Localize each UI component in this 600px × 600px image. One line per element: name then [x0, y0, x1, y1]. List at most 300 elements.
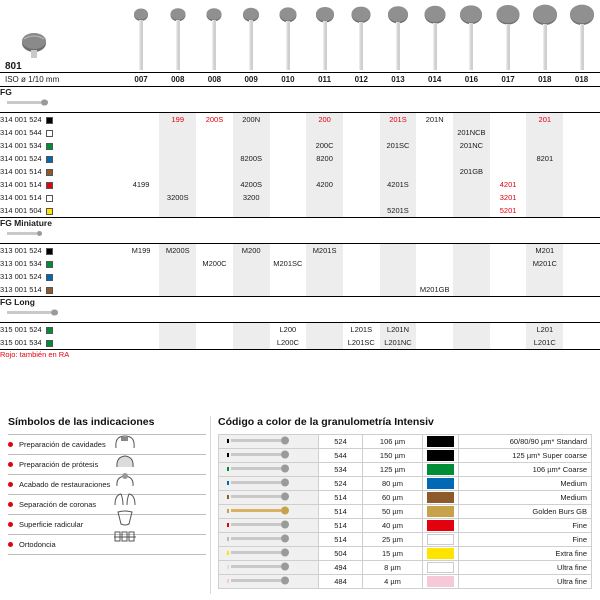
table-row — [0, 113, 600, 126]
cell: L201 — [526, 323, 563, 336]
bur-008a — [159, 0, 196, 72]
bur-013 — [380, 0, 417, 72]
cell — [270, 152, 307, 165]
table-row — [0, 257, 600, 270]
grain-size: 25 µm — [363, 533, 423, 547]
bur-009 — [233, 0, 270, 72]
cell — [453, 323, 490, 336]
cell — [526, 191, 563, 204]
cell — [343, 283, 380, 296]
iso-size-5: 011 — [318, 75, 332, 84]
cell — [196, 165, 233, 178]
cell — [380, 126, 417, 139]
section-title-fg-miniature: FG Miniature — [0, 218, 52, 228]
cell — [490, 139, 527, 152]
cell — [526, 178, 563, 191]
bullet-icon — [8, 442, 13, 447]
cell — [343, 152, 380, 165]
cell — [453, 152, 490, 165]
bur-018b — [563, 0, 600, 72]
grain-color-swatch — [423, 449, 459, 463]
grain-desc: 106 µm* Coarse — [459, 463, 592, 477]
cell — [453, 244, 490, 257]
grain-size: 80 µm — [363, 477, 423, 491]
cell — [490, 244, 527, 257]
cell — [306, 270, 343, 283]
cell — [416, 178, 453, 191]
cell — [123, 204, 160, 217]
grain-pictogram — [219, 561, 319, 575]
cell — [196, 323, 233, 336]
grain-code: 534 — [319, 463, 363, 477]
cell — [159, 323, 196, 336]
cell — [159, 204, 196, 217]
cell — [196, 270, 233, 283]
grain-desc: Fine — [459, 533, 592, 547]
cell — [123, 191, 160, 204]
pictogram-orthodontics — [112, 527, 202, 546]
cell — [196, 283, 233, 296]
bullet-icon — [8, 542, 13, 547]
row-code: 315 001 524 — [0, 325, 42, 334]
cell — [196, 178, 233, 191]
row-code: 314 001 534 — [0, 141, 42, 150]
grain-color-swatch — [423, 533, 459, 547]
cell — [270, 165, 307, 178]
cell — [196, 126, 233, 139]
cell — [380, 283, 417, 296]
cell — [563, 204, 600, 217]
cell — [270, 244, 307, 257]
grain-desc: 125 µm* Super coarse — [459, 449, 592, 463]
cell — [343, 270, 380, 283]
bur-012 — [343, 0, 380, 72]
cell: 8200S — [233, 152, 270, 165]
cell — [233, 323, 270, 336]
cell: 3200S — [159, 191, 196, 204]
cell — [343, 113, 380, 126]
cell — [380, 270, 417, 283]
cell — [196, 139, 233, 152]
iso-size-7: 013 — [391, 75, 405, 84]
grain-code: 514 — [319, 505, 363, 519]
cell: M201C — [526, 257, 563, 270]
pictogram-prosthesis — [112, 451, 202, 470]
cell: 5201 — [499, 206, 517, 215]
grain-swatch-icon — [46, 169, 53, 176]
cell — [123, 323, 160, 336]
grain-pictogram — [219, 575, 319, 589]
cell — [123, 336, 160, 349]
grain-code: 484 — [319, 575, 363, 589]
row-code: 313 001 524 — [0, 246, 42, 255]
cell — [343, 178, 380, 191]
iso-size-2: 008 — [207, 75, 222, 84]
grain-swatch-icon — [46, 274, 53, 281]
section-fgmini-pictogram-row — [0, 228, 600, 243]
cell — [490, 323, 527, 336]
cell — [490, 113, 527, 126]
bur-018a — [526, 0, 563, 72]
cell — [196, 152, 233, 165]
grain-swatch-icon — [46, 287, 53, 294]
cell — [270, 270, 307, 283]
grain-color-swatch — [423, 519, 459, 533]
cell — [453, 270, 490, 283]
iso-size-12: 018 — [574, 75, 589, 84]
cell — [233, 257, 270, 270]
tooth-ortho-icon — [112, 529, 138, 545]
cell — [343, 244, 380, 257]
grain-row-6 — [219, 519, 592, 533]
cell — [270, 139, 307, 152]
cell — [416, 336, 453, 349]
table-row — [0, 244, 600, 257]
row-code: 313 001 514 — [0, 285, 42, 294]
cell: 200C — [306, 139, 343, 152]
cell — [159, 152, 196, 165]
table-row — [0, 191, 600, 204]
grain-color-swatch — [423, 435, 459, 449]
grain-size: 8 µm — [363, 561, 423, 575]
row-code: 314 001 514 — [0, 180, 42, 189]
section-fglong-title-row — [0, 297, 600, 307]
cell — [306, 283, 343, 296]
table-row — [0, 270, 600, 283]
grain-code: 494 — [319, 561, 363, 575]
bur-icon-sample — [14, 31, 54, 59]
cell — [416, 126, 453, 139]
bur-010 — [270, 0, 307, 72]
cell — [196, 191, 233, 204]
row-code: 314 001 544 — [0, 128, 42, 137]
grain-code: 524 — [319, 435, 363, 449]
grain-size: 106 µm — [363, 435, 423, 449]
family-code-801: 801 — [5, 61, 22, 72]
grain-row-10 — [219, 575, 592, 589]
cell: 200 — [306, 113, 343, 126]
grain-row-8 — [219, 547, 592, 561]
bullet-icon — [8, 502, 13, 507]
grain-swatch-icon — [46, 182, 53, 189]
grain-pictogram — [219, 519, 319, 533]
section-fg-title-row — [0, 87, 600, 97]
iso-size-3: 009 — [244, 75, 258, 84]
grain-swatch-icon — [46, 327, 53, 334]
cell: M200 — [233, 244, 270, 257]
table-row — [0, 336, 600, 349]
indication-label: Preparación de prótesis — [19, 460, 99, 469]
cell: M201S — [306, 244, 343, 257]
cell — [380, 191, 417, 204]
bur-014 — [416, 0, 453, 72]
cell: L201S — [350, 325, 373, 334]
grain-pictogram — [219, 435, 319, 449]
section-title-fg-long: FG Long — [0, 297, 35, 307]
cell — [453, 204, 490, 217]
cell — [453, 283, 490, 296]
cell — [123, 113, 160, 126]
cell — [306, 336, 343, 349]
pictogram-crown-separation — [112, 489, 202, 508]
cell — [306, 126, 343, 139]
bur-icon — [124, 2, 158, 72]
indication-label: Separación de coronas — [19, 500, 97, 509]
cell — [123, 139, 160, 152]
grain-pictogram — [219, 533, 319, 547]
cell — [490, 283, 527, 296]
cell — [526, 270, 563, 283]
cell — [380, 257, 417, 270]
cell — [196, 204, 233, 217]
grain-row-1 — [219, 449, 592, 463]
indication-label: Superficie radicular — [19, 520, 84, 529]
grain-color-swatch — [423, 491, 459, 505]
cell: 4200S — [233, 178, 270, 191]
grain-pictogram — [219, 463, 319, 477]
cell — [270, 204, 307, 217]
grain-row-4 — [219, 491, 592, 505]
grain-code: 544 — [319, 449, 363, 463]
grain-desc: Ultra fine — [459, 575, 592, 589]
grain-row-0 — [219, 435, 592, 449]
cell — [196, 336, 233, 349]
cell — [159, 257, 196, 270]
cell — [306, 165, 343, 178]
legend-area — [0, 408, 600, 600]
cell: L201N — [380, 323, 417, 336]
shank-fg-miniature-icon — [5, 228, 45, 239]
cell — [270, 178, 307, 191]
cell: 4201 — [499, 180, 517, 189]
indication-pictograms — [112, 432, 202, 546]
grain-swatch-icon — [46, 248, 53, 255]
cell — [233, 204, 270, 217]
cell — [233, 165, 270, 178]
cell: M201SC — [273, 259, 303, 268]
bur-008b — [196, 0, 233, 72]
section-fg-pictogram-row — [0, 97, 600, 112]
footnote-red-also-ra: Rojo: también en RA — [0, 350, 70, 359]
indications-title: Símbolos de las indicaciones — [8, 416, 155, 428]
cell — [343, 139, 380, 152]
cell — [343, 204, 380, 217]
table-row — [0, 152, 600, 165]
cell: 5201S — [380, 204, 417, 217]
table-row — [0, 126, 600, 139]
cell — [526, 126, 563, 139]
grain-pictogram — [219, 547, 319, 561]
grain-desc: Medium — [459, 477, 592, 491]
grain-desc: 60/80/90 µm* Standard — [459, 435, 592, 449]
cell — [490, 165, 527, 178]
footnote-row — [0, 350, 600, 359]
bur-011 — [306, 0, 343, 72]
iso-label: ISO ø 1/10 mm — [5, 75, 60, 84]
grain-color-swatch — [423, 477, 459, 491]
cell — [416, 323, 453, 336]
grain-desc: Extra fine — [459, 547, 592, 561]
grain-swatch-icon — [46, 261, 53, 268]
cell — [490, 270, 527, 283]
row-code: 314 001 524 — [0, 154, 42, 163]
grain-color-swatch — [423, 575, 459, 589]
cell — [416, 165, 453, 178]
bullet-icon — [8, 462, 13, 467]
grain-desc: Ultra fine — [459, 561, 592, 575]
table-row — [0, 165, 600, 178]
grain-color-swatch — [423, 547, 459, 561]
table-row — [0, 323, 600, 336]
cell — [270, 113, 307, 126]
grain-swatch-icon — [46, 130, 53, 137]
cell — [159, 139, 196, 152]
table-row — [0, 283, 600, 296]
grain-pictogram — [219, 449, 319, 463]
tooth-cavity-icon — [112, 434, 138, 450]
cell — [233, 336, 270, 349]
grain-size: 60 µm — [363, 491, 423, 505]
grain-row-3 — [219, 477, 592, 491]
iso-size-6: 012 — [354, 75, 368, 84]
row-code: 314 001 504 — [0, 206, 42, 215]
bullet-icon — [8, 482, 13, 487]
cell — [123, 165, 160, 178]
cell — [123, 152, 160, 165]
cell: M199 — [131, 246, 151, 255]
cell: 200S — [205, 115, 224, 124]
cell — [270, 191, 307, 204]
row-code: 315 001 534 — [0, 338, 42, 347]
cell — [563, 191, 600, 204]
cell — [526, 165, 563, 178]
grain-swatch-icon — [46, 208, 53, 215]
grain-color-swatch — [423, 463, 459, 477]
row-code: 314 001 514 — [0, 167, 42, 176]
cell: M201 — [526, 244, 563, 257]
cell: 8201 — [526, 152, 563, 165]
cell — [380, 244, 417, 257]
grain-pictogram — [219, 505, 319, 519]
cell — [526, 204, 563, 217]
bur-017 — [490, 0, 527, 72]
cell — [380, 152, 417, 165]
grain-size: 50 µm — [363, 505, 423, 519]
pictogram-cavity — [112, 432, 202, 451]
tooth-separation-icon — [112, 491, 138, 507]
cell — [196, 244, 233, 257]
cell — [416, 257, 453, 270]
iso-size-0: 007 — [134, 75, 148, 84]
grain-row-5 — [219, 505, 592, 519]
cell: L200 — [279, 325, 297, 334]
cell — [233, 270, 270, 283]
indication-label: Preparación de cavidades — [19, 440, 106, 449]
grain-code: 514 — [319, 533, 363, 547]
cell — [306, 323, 343, 336]
grain-pictogram — [219, 491, 319, 505]
cell — [490, 152, 527, 165]
pictogram-finishing — [112, 470, 202, 489]
iso-header-row — [0, 73, 600, 86]
row-code: 314 001 524 — [0, 115, 42, 124]
tooth-crown-icon — [112, 453, 138, 469]
cell — [526, 139, 563, 152]
cell: L200C — [276, 338, 299, 347]
cell — [306, 191, 343, 204]
table-row — [0, 204, 600, 217]
indication-label: Acabado de restauraciones — [19, 480, 111, 489]
cell — [123, 257, 160, 270]
cell — [159, 270, 196, 283]
cell: 201S — [380, 113, 417, 126]
cell: L201NC — [380, 336, 417, 349]
grain-swatch-icon — [46, 156, 53, 163]
cell: M201GB — [419, 285, 450, 294]
bur-016 — [453, 0, 490, 72]
cell: 201 — [526, 113, 563, 126]
cell — [526, 283, 563, 296]
cell: 3201 — [499, 193, 517, 202]
cell — [343, 257, 380, 270]
family-code-cell — [0, 0, 123, 72]
cell — [416, 204, 453, 217]
cell — [380, 165, 417, 178]
grain-swatch-icon — [46, 143, 53, 150]
indication-label: Ortodoncia — [19, 540, 56, 549]
cell — [416, 152, 453, 165]
cell: 199 — [159, 113, 196, 126]
cell — [270, 283, 307, 296]
cell: L201SC — [347, 338, 375, 347]
cell — [306, 257, 343, 270]
cell — [453, 257, 490, 270]
cell — [416, 270, 453, 283]
grain-row-9 — [219, 561, 592, 575]
cell — [159, 165, 196, 178]
cell — [563, 178, 600, 191]
row-code: 313 001 534 — [0, 259, 42, 268]
cell: 4199 — [132, 180, 150, 189]
cell — [416, 191, 453, 204]
cell — [159, 336, 196, 349]
cell: 8200 — [306, 152, 343, 165]
cell — [123, 126, 160, 139]
bullet-icon — [8, 522, 13, 527]
cell — [123, 270, 160, 283]
grain-size: 15 µm — [363, 547, 423, 561]
cell — [453, 336, 490, 349]
cell: 4201S — [380, 178, 417, 191]
cell: M200C — [202, 259, 227, 268]
cell — [416, 244, 453, 257]
cell — [453, 113, 490, 126]
grain-color-swatch — [423, 505, 459, 519]
grain-swatch-icon — [46, 117, 53, 124]
grain-panel — [218, 416, 592, 589]
grain-swatch-icon — [46, 340, 53, 347]
vertical-divider — [210, 416, 211, 594]
cell: L201C — [526, 336, 563, 349]
row-code: 313 001 524 — [0, 272, 42, 281]
cell — [453, 178, 490, 191]
grain-size: 150 µm — [363, 449, 423, 463]
grain-table — [218, 434, 592, 589]
grain-swatch-icon — [46, 195, 53, 202]
grain-desc: Medium — [459, 491, 592, 505]
grain-size: 125 µm — [363, 463, 423, 477]
cell — [306, 204, 343, 217]
